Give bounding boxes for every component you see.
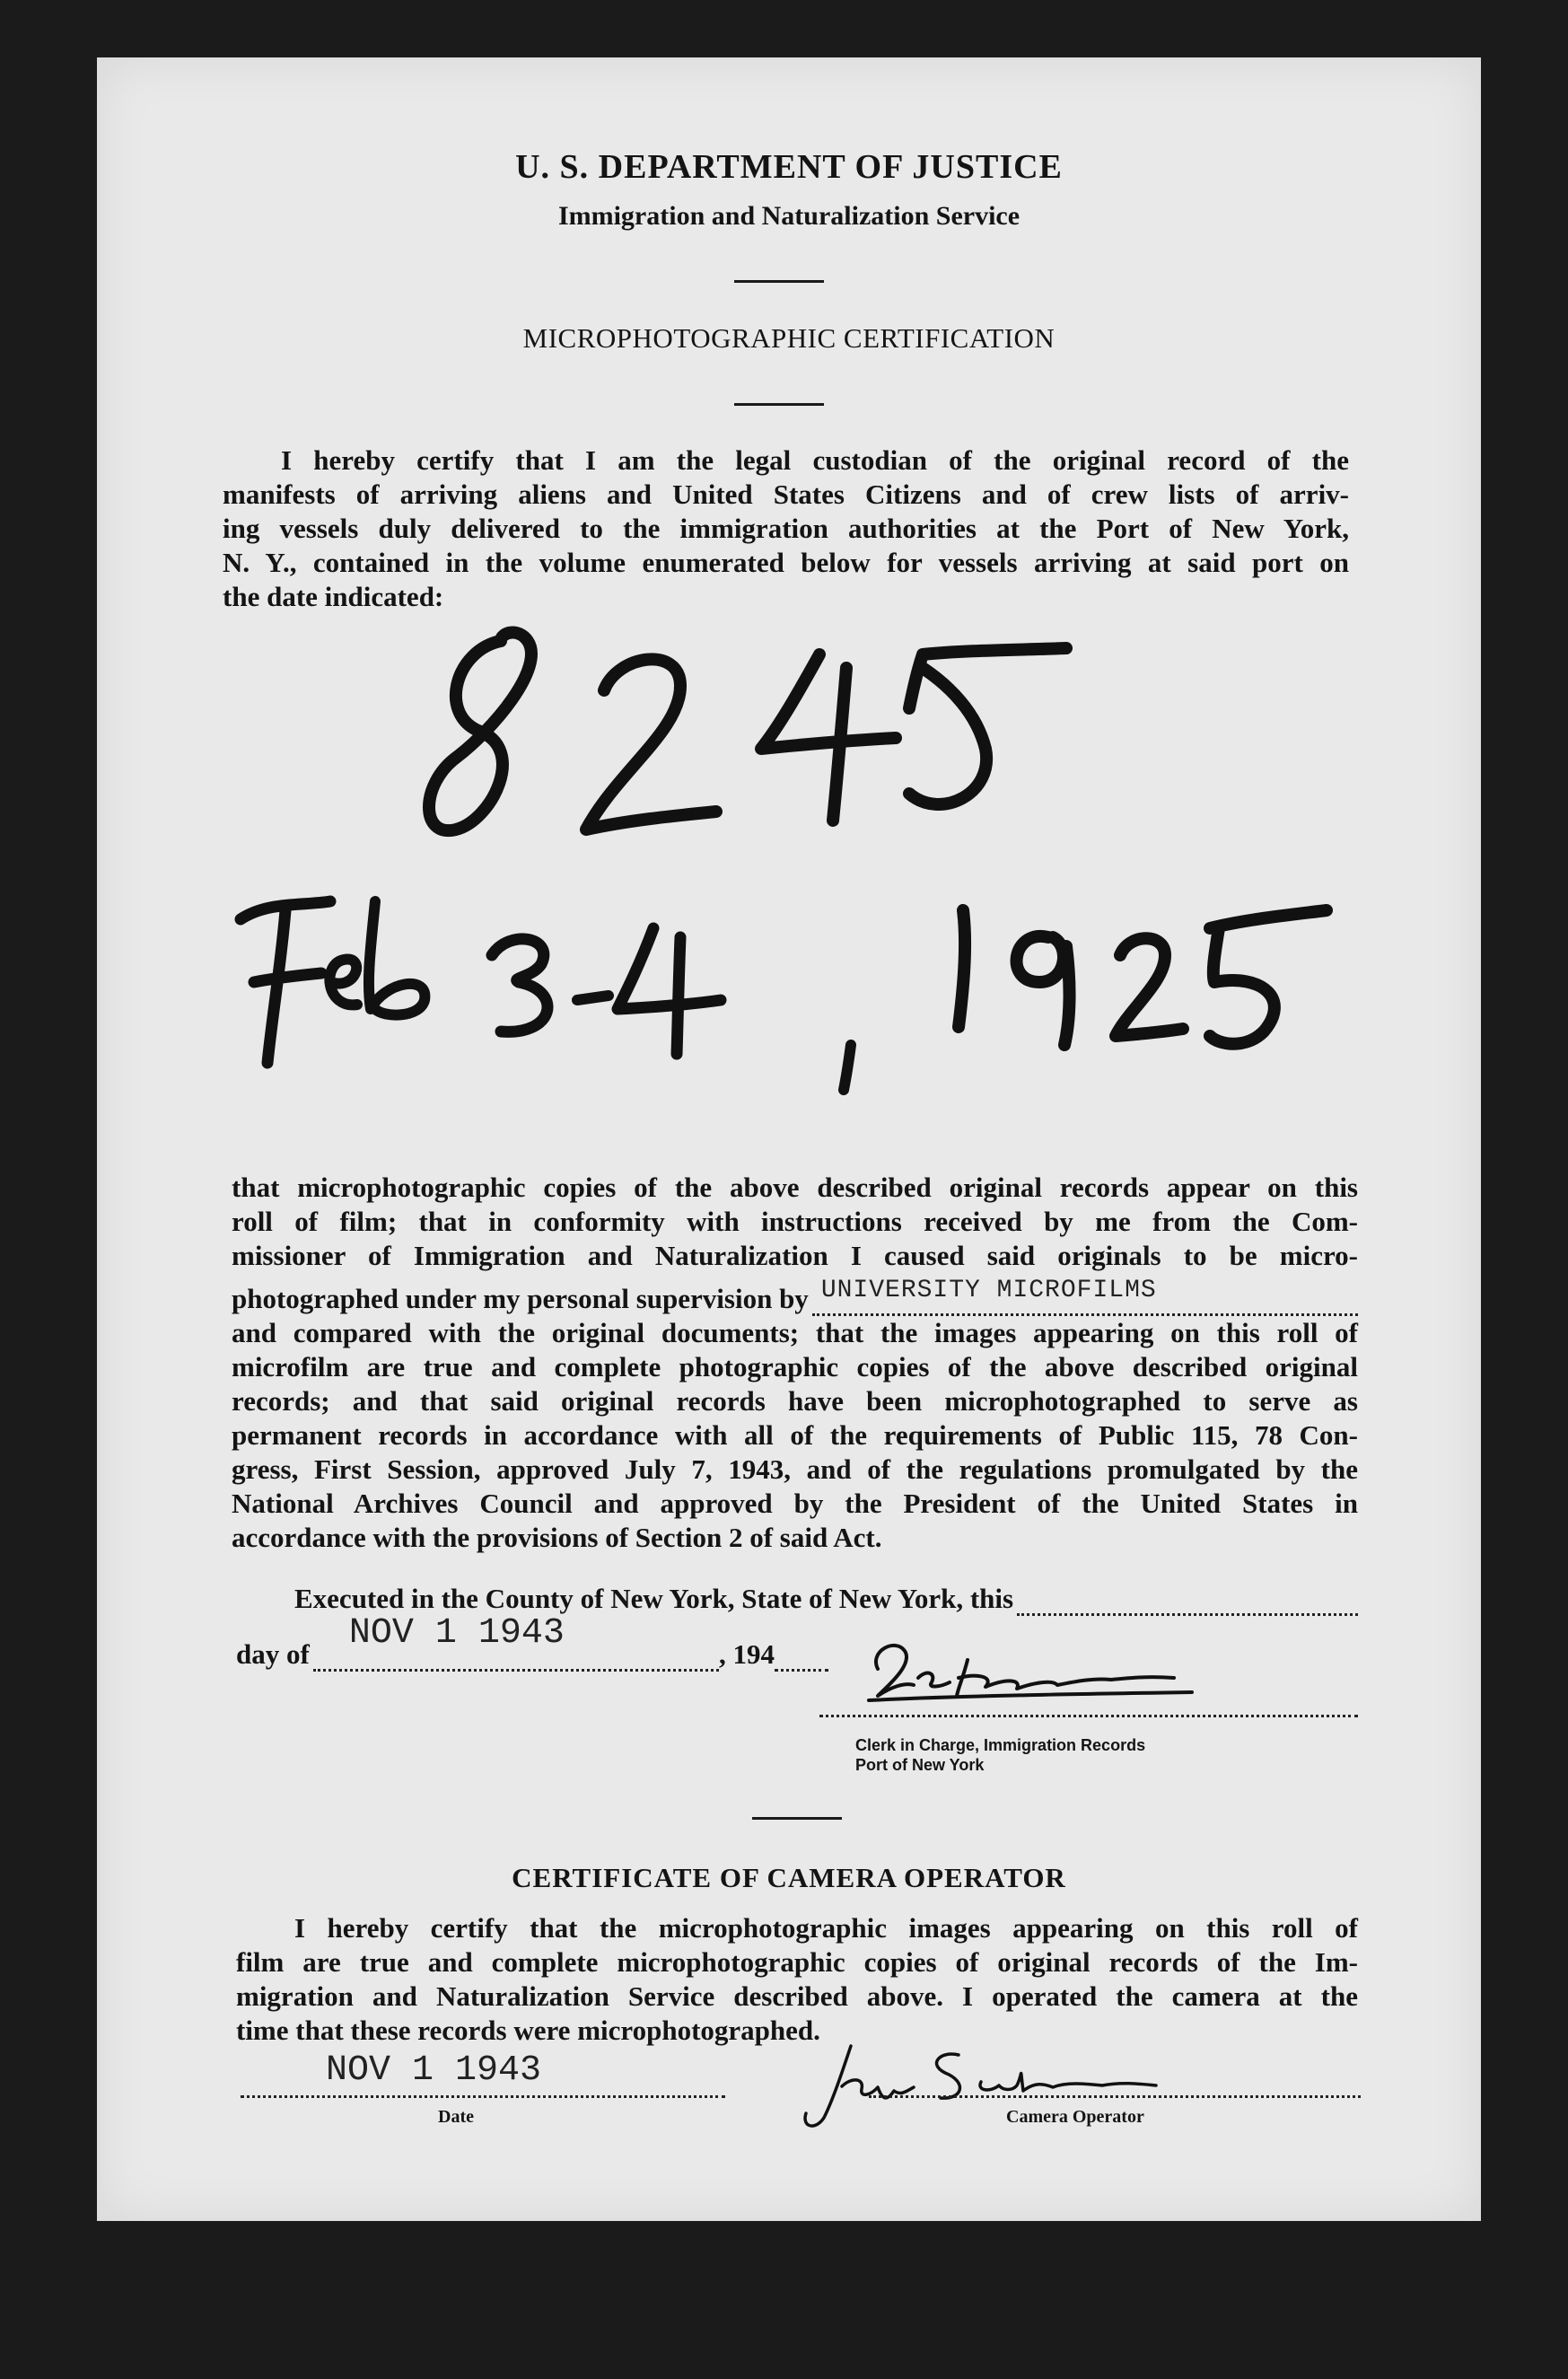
clerk-title-line: Clerk in Charge, Immigration Records <box>855 1736 1146 1754</box>
clerk-title-line: Port of New York <box>855 1756 985 1774</box>
body-line: and compared with the original documents; that the images appearing on this roll of <box>232 1317 1358 1348</box>
year-suffix: , 194 <box>719 1638 775 1670</box>
intro-paragraph <box>223 443 1349 614</box>
divider <box>734 403 824 406</box>
day-of-field <box>313 1613 719 1672</box>
body-line: missioner of Immigration and Naturalization I caused said originals to be micro- <box>232 1240 1358 1271</box>
executed-day-field <box>1017 1588 1358 1616</box>
body-line: that microphotographic copies of the above described original records appear on this <box>232 1172 1358 1203</box>
clerk-signature <box>851 1633 1210 1714</box>
camera-operator-line <box>869 2095 1361 2098</box>
camera-line: I hereby certify that the microphotographic images appearing on this roll of <box>294 1912 1358 1944</box>
body-line: permanent records in accordance with all of the requirements of Public 115, 78 Con- <box>232 1419 1358 1451</box>
executed-line <box>294 1582 1358 1616</box>
clerk-signature-line <box>819 1715 1358 1717</box>
day-of-line <box>236 1613 828 1672</box>
body-line: accordance with the provisions of Section 2 of said Act. <box>232 1522 882 1553</box>
handwritten-volume-number <box>393 614 1147 874</box>
camera-operator-label: Camera Operator <box>1006 2107 1144 2127</box>
body-line: gress, First Session, approved July 7, 1943, and of the regulations promulgated by the <box>232 1453 1358 1485</box>
divider <box>752 1817 842 1820</box>
camera-certificate-title: CERTIFICATE OF CAMERA OPERATOR <box>512 1862 1066 1893</box>
intro-line: the date indicated: <box>223 581 444 612</box>
body-line: photographed under my personal supervision by <box>232 1283 809 1314</box>
camera-line: time that these records were microphotographed. <box>236 2015 820 2046</box>
intro-line: I hereby certify that I am the legal custodian of the original record of the <box>281 444 1349 476</box>
certification-title: MICROPHOTOGRAPHIC CERTIFICATION <box>522 322 1056 354</box>
clerk-title <box>855 1735 1145 1775</box>
divider <box>734 280 824 283</box>
service-subheading: Immigration and Naturalization Service <box>557 201 1021 231</box>
supervisor-stamp: UNIVERSITY MICROFILMS <box>820 1277 1157 1304</box>
executed-date-stamp: NOV 1 1943 <box>348 1613 565 1654</box>
handwritten-date <box>232 865 1434 1099</box>
camera-date-stamp: NOV 1 1943 <box>326 2050 542 2091</box>
day-of-label: day of <box>236 1638 310 1670</box>
supervisor-field <box>812 1277 1358 1316</box>
body-line: National Archives Council and approved by the President of the United States in <box>232 1488 1358 1519</box>
department-heading: U. S. DEPARTMENT OF JUSTICE <box>515 148 1063 186</box>
intro-line: N. Y., contained in the volume enumerated below for vessels arriving at said port on <box>223 547 1349 578</box>
intro-line: manifests of arriving aliens and United States Citizens and of crew lists of arriv- <box>223 478 1349 510</box>
year-field <box>775 1644 828 1672</box>
camera-line: migration and Naturalization Service described above. I operated the camera at the <box>236 1980 1358 2012</box>
body-line: records; and that said original records have been microphotographed to serve as <box>232 1385 1358 1417</box>
certificate-page <box>97 57 1481 2221</box>
executed-text: Executed in the County of New York, State of New York, this <box>294 1583 1014 1614</box>
camera-date-line <box>241 2095 725 2098</box>
body-paragraph <box>232 1171 1358 1555</box>
body-line: roll of film; that in conformity with instructions received by me from the Com- <box>232 1206 1358 1237</box>
body-line: microfilm are true and complete photographic copies of the above described original <box>232 1351 1358 1383</box>
intro-line: ing vessels duly delivered to the immigration authorities at the Port of New York, <box>223 513 1349 544</box>
date-label: Date <box>438 2107 474 2127</box>
camera-line: film are true and complete microphotographic copies of original records of the Im- <box>236 1946 1358 1978</box>
